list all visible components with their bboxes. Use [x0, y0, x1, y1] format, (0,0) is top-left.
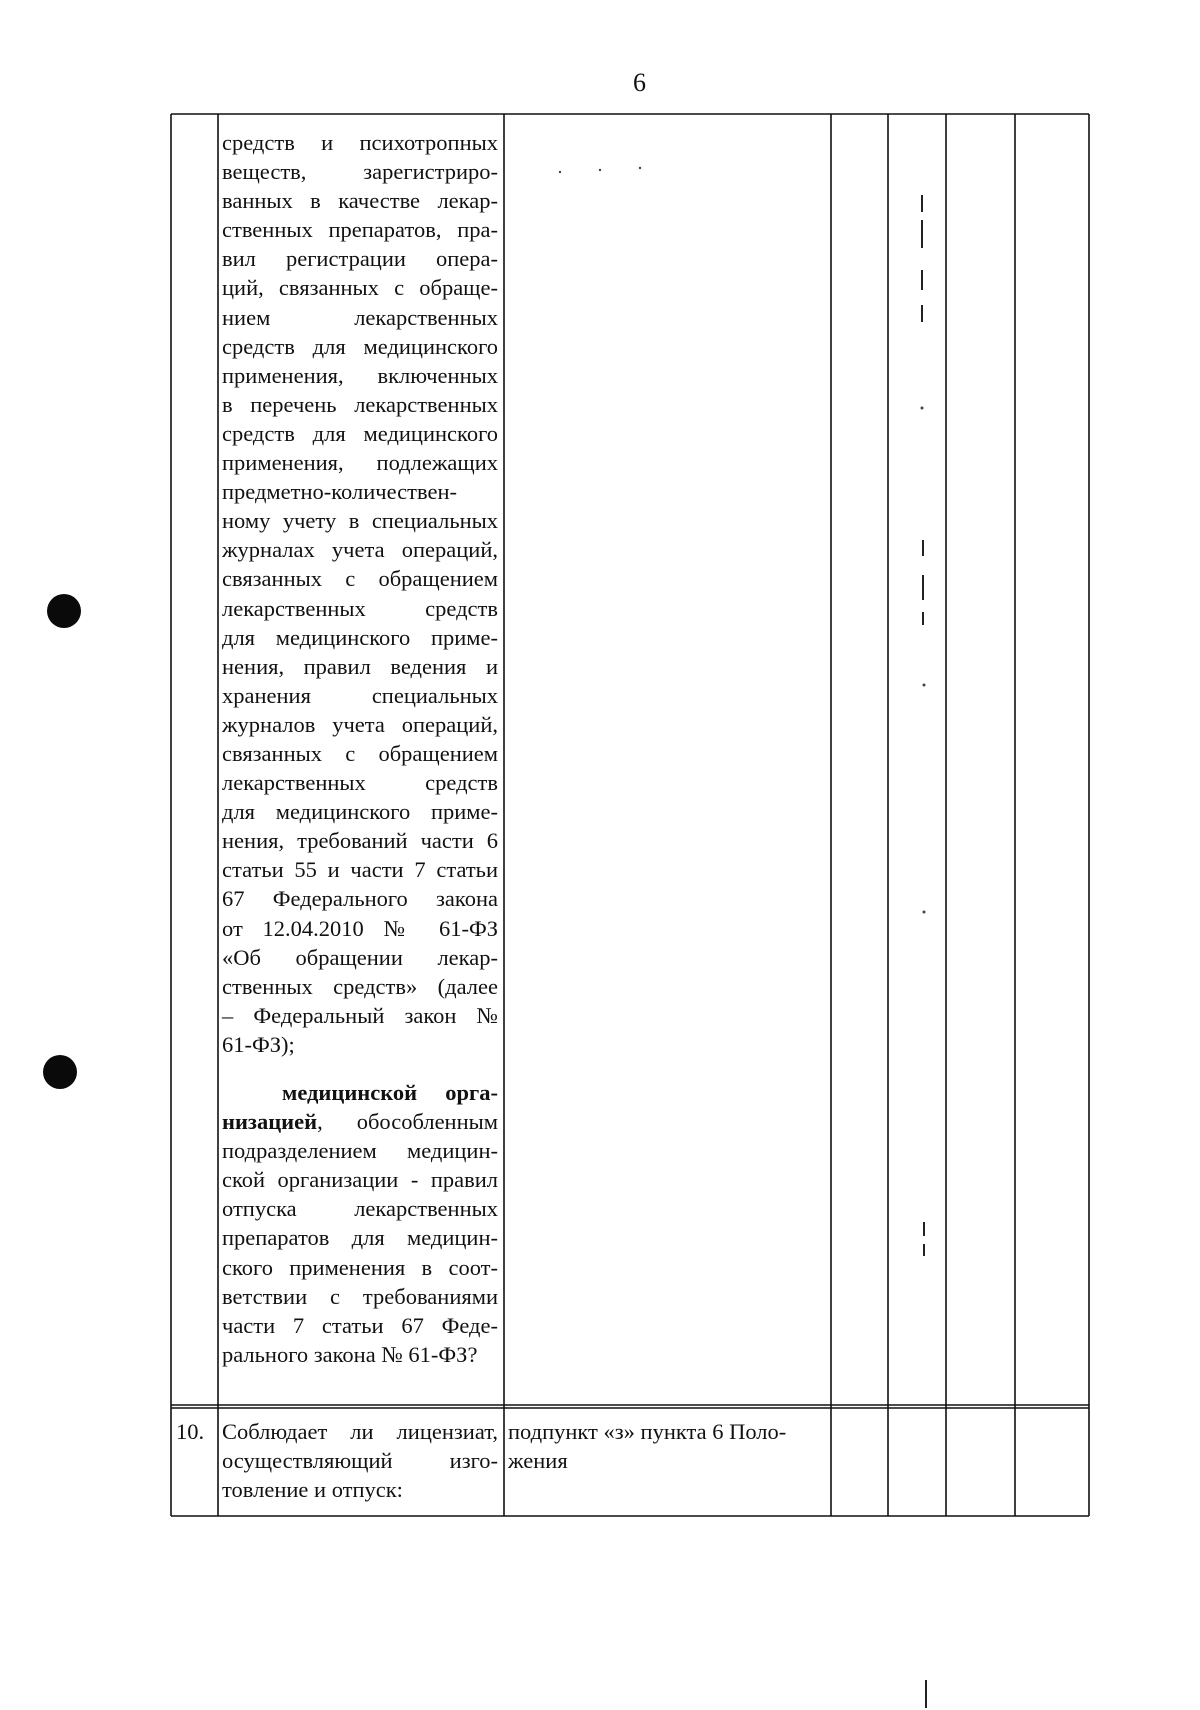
text-line: нием лекарственных	[222, 304, 498, 330]
text-line: лекарственных средств	[222, 770, 498, 796]
text-line: ций, связанных с обраще-	[222, 275, 498, 301]
text-line: веществ, зарегистриро-	[222, 159, 498, 185]
text-line: ственных препаратов, пра-	[222, 217, 498, 243]
text-line: журналах учета операций,	[222, 537, 498, 563]
bold-text: низацией	[222, 1109, 318, 1135]
text-line: журналов учета операций,	[222, 711, 498, 737]
text-line: применения, подлежащих	[222, 450, 498, 476]
text-line: 61-ФЗ);	[222, 1031, 295, 1057]
text-line: вил регистрации опера-	[222, 246, 498, 272]
punch-hole-top	[47, 594, 81, 628]
text-line: нения, требований части 6	[222, 828, 498, 854]
text-line: для медицинского приме-	[222, 624, 498, 650]
text-line: жения	[508, 1448, 568, 1474]
text-line: ской организации - правил	[222, 1167, 498, 1193]
text-line	[222, 1107, 498, 1136]
text-line: нения, правил ведения и	[222, 653, 498, 679]
text-line: средств и психотропных	[222, 130, 498, 155]
text-line: рального закона № 61-ФЗ?	[222, 1341, 478, 1367]
text-line: Соблюдает ли лицензиат,	[222, 1419, 498, 1444]
text-line: средств для медицинского	[222, 333, 498, 359]
punch-hole-bottom	[43, 1055, 77, 1089]
text-line: предметно-количествен-	[222, 479, 457, 505]
text-line: части 7 статьи 67 Феде-	[222, 1312, 498, 1338]
row-number: 10.	[176, 1419, 205, 1444]
text-line: средств для медицинского	[222, 420, 498, 446]
text-line: статьи 55 и части 7 статьи	[222, 857, 498, 883]
text-line: – Федеральный закон №	[222, 1002, 498, 1028]
text-line: связанных с обращением	[222, 566, 498, 592]
text-line: осуществляющий изго-	[222, 1448, 498, 1474]
row-10-question	[222, 1417, 498, 1504]
text-line: ственных средств» (далее	[222, 973, 498, 999]
bold-text: медицинской орга-	[282, 1080, 498, 1105]
page-number: 6	[633, 68, 646, 97]
text-line: товление и отпуск:	[222, 1477, 403, 1503]
row-1-question	[222, 128, 498, 1059]
text-line: ского применения в соот-	[222, 1254, 498, 1280]
text-line: препаратов для медицин-	[222, 1225, 498, 1251]
text-line: лекарственных средств	[222, 595, 498, 621]
text-line: от 12.04.2010 № 61-ФЗ	[222, 915, 498, 941]
text-line: отпуска лекарственных	[222, 1196, 498, 1222]
row-10-reference	[508, 1417, 813, 1475]
text-line: подпункт «з» пункта 6 Поло-	[508, 1419, 787, 1444]
text-line: в перечень лекарственных	[222, 391, 498, 417]
text-fragment: , обособленным	[317, 1109, 498, 1135]
text-line	[222, 1078, 498, 1107]
text-line: подразделением медицин-	[222, 1138, 498, 1164]
text-line: «Об обращении лекар-	[222, 944, 498, 970]
text-line: ному учету в специальных	[222, 508, 498, 534]
text-line: ветствии с требованиями	[222, 1283, 498, 1309]
text-line: хранения специальных	[222, 682, 498, 708]
text-line: ванных в качестве лекар-	[222, 188, 498, 214]
text-line: применения, включенных	[222, 362, 498, 388]
text-line: связанных с обращением	[222, 740, 498, 766]
text-line: 67 Федерального закона	[222, 886, 498, 912]
text-line: для медицинского приме-	[222, 799, 498, 825]
row-1-question-part2	[222, 1078, 498, 1369]
